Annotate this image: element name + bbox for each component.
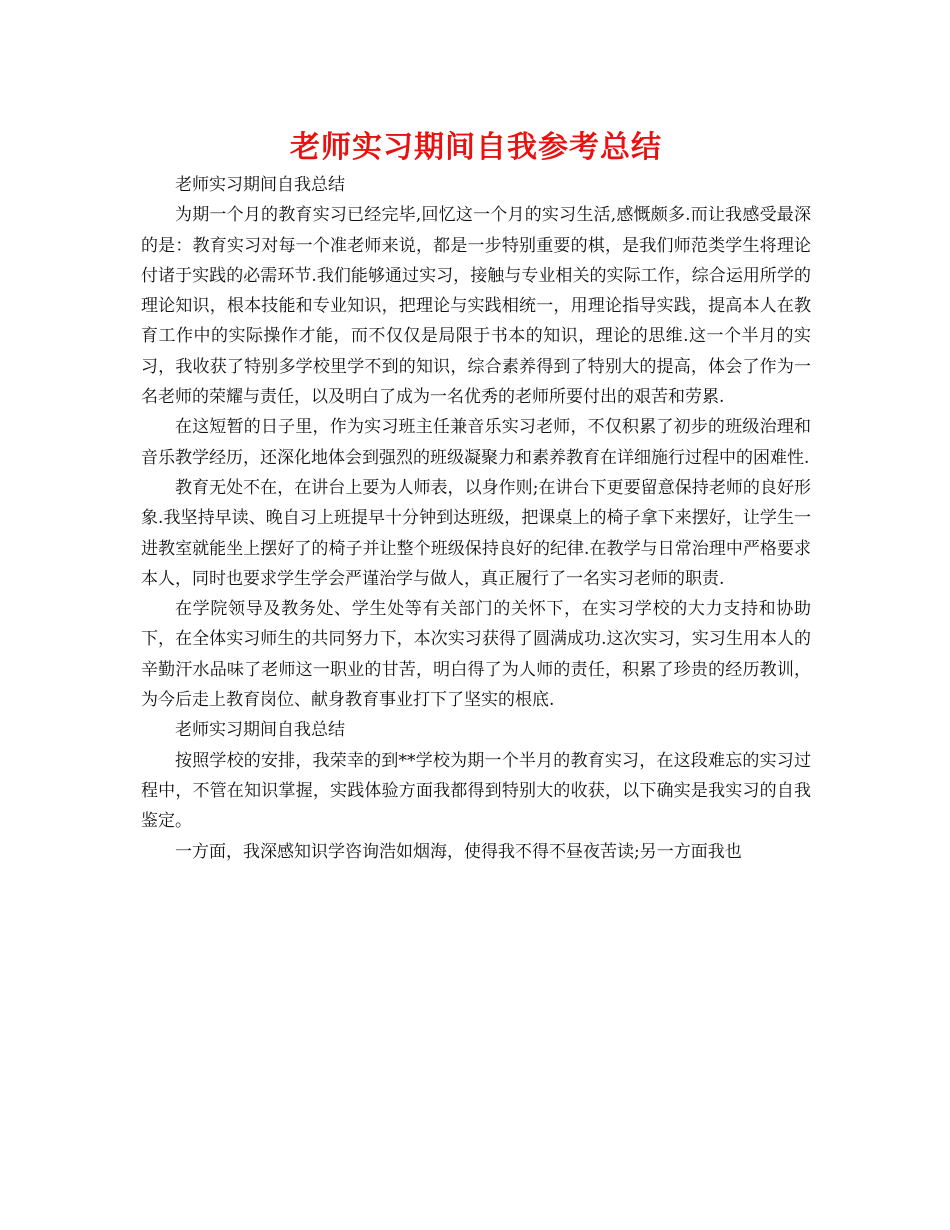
paragraph-5: 按照学校的安排，我荣幸的到**学校为期一个半月的教育实习，在这段难忘的实习过程中，不管在知识掌握，实践体验方面我都得到特别大的收获，以下确实是我实习的自我鉴定。 [141,750,811,832]
paragraph-4: 在学院领导及教务处、学生处等有关部门的关怀下，在实习学校的大力支持和协助下，在全体实习师生的共同努力下，本次实习获得了圆满成功.这次实习，实习生用本人的辛勤汗水品味了老师这一职业的甘苦，明白得了为人师的责任，积累了珍贵的经历教训，为今后走上教育岗位、献身教育事业打下了坚实的根底. [141,599,811,711]
paragraph-3: 教育无处不在，在讲台上要为人师表，以身作则;在讲台下更要留意保持老师的良好形象.我坚持早读、晚自习上班提早十分钟到达班级，把课桌上的椅子拿下来摆好，让学生一进教室就能坐上摆好了的椅子并让整个班级保持良好的纪律.在教学与日常治理中严格要求本人，同时也要求学生学会严谨治学与做人，真正履行了一名实习老师的职责. [141,477,811,589]
document-page [141,128,811,867]
document-title: 老师实习期间自我参考总结 [290,130,662,165]
paragraph-2: 在这短暂的日子里，作为实习班主任兼音乐实习老师，不仅积累了初步的班级治理和音乐教学经历，还深化地体会到强烈的班级凝聚力和素养教育在详细施行过程中的困难性. [141,417,811,468]
paragraph-6: 一方面，我深感知识学咨询浩如烟海，使得我不得不昼夜苦读;另一方面我也 [175,841,742,862]
paragraph-subtitle-2: 老师实习期间自我总结 [175,720,345,741]
paragraph-subtitle-1: 老师实习期间自我总结 [175,175,345,195]
paragraph-1: 为期一个月的教育实习已经完毕,回忆这一个月的实习生活,感慨颇多.而让我感受最深的是：教育实习对每一个准老师来说，都是一步特别重要的棋，是我们师范类学生将理论付诸于实践的必需环节.我们能够通过实习，接触与专业相关的实际工作，综合运用所学的理论知识，根本技能和专业知识，把理论与实践相统一，用理论指导实践，提高本人在教育工作中的实际操作才能，而不仅仅是局限于书本的知识，理论的思维.这一个半月的实习，我收获了特别多学校里学不到的知识，综合素养得到了特别大的提高，体会了作为一名老师的荣耀与责任，以及明白了成为一名优秀的老师所要付出的艰苦和劳累. [141,205,811,408]
